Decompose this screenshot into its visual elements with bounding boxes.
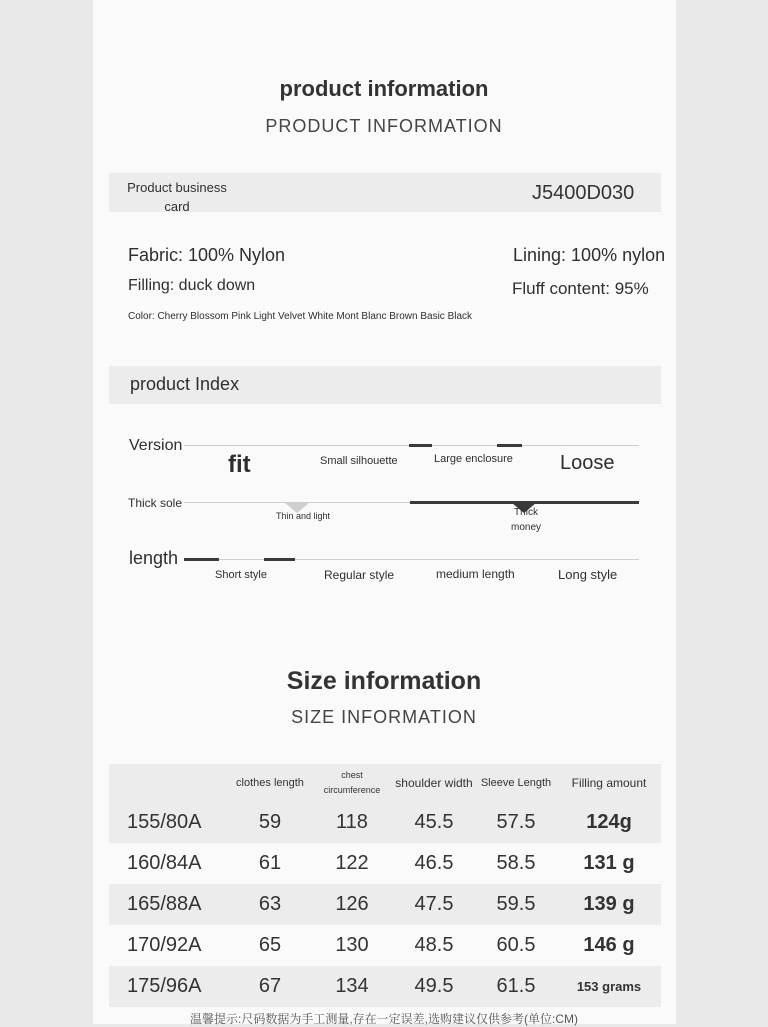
cell-chest: 122 (311, 843, 393, 884)
cell-filling: 131 g (557, 843, 661, 884)
version-option-loose: Loose (560, 452, 615, 474)
cell-chest: 130 (311, 925, 393, 966)
header-shoulder: shoulder width (393, 764, 475, 802)
cell-length: 67 (229, 966, 311, 1007)
cell-sleeve: 60.5 (475, 925, 557, 966)
cell-length: 65 (229, 925, 311, 966)
cell-sleeve: 61.5 (475, 966, 557, 1007)
version-marker-left (409, 444, 432, 447)
version-option-small: Small silhouette (320, 455, 398, 467)
length-label: length (129, 548, 179, 568)
cell-size: 175/96A (109, 966, 229, 1007)
cell-size: 165/88A (109, 884, 229, 925)
business-card-label: Product business card (127, 180, 227, 214)
header-chest: chest circumference (311, 764, 393, 802)
cell-shoulder: 47.5 (393, 884, 475, 925)
cell-size: 170/92A (109, 925, 229, 966)
fabric-text: Fabric: 100% Nylon (128, 245, 286, 265)
header-sleeve: Sleeve Length (475, 764, 557, 802)
cell-length: 59 (229, 802, 311, 843)
length-option-long: Long style (558, 567, 618, 582)
product-info-subtitle: PRODUCT INFORMATION (265, 116, 503, 136)
length-marker-left (184, 558, 219, 561)
cell-shoulder: 49.5 (393, 966, 475, 1007)
filling-text: Filling: duck down (128, 277, 256, 294)
length-option-regular: Regular style (324, 568, 395, 582)
cell-shoulder: 45.5 (393, 802, 475, 843)
cell-length: 63 (229, 884, 311, 925)
cell-chest: 134 (311, 966, 393, 1007)
product-code: J5400D030 (532, 182, 635, 204)
cell-length: 61 (229, 843, 311, 884)
length-scale-line (184, 559, 639, 560)
version-option-fit: fit (228, 451, 251, 478)
fluff-text: Fluff content: 95% (512, 279, 649, 298)
version-label: Version (129, 437, 183, 454)
table-row (109, 843, 661, 884)
cell-filling: 146 g (557, 925, 661, 966)
header-filling: Filling amount (557, 764, 661, 802)
size-table-header (109, 764, 661, 802)
header-clothes-length: clothes length (229, 764, 311, 802)
version-marker-right (497, 444, 522, 447)
measurement-note: 温馨提示:尺码数据为手工测量,存在一定误差,选购建议仅供参考(单位:CM) (190, 1012, 578, 1026)
table-row (109, 925, 661, 966)
table-row (109, 802, 661, 843)
sole-option-thin: Thin and light (276, 511, 331, 521)
length-option-medium: medium length (436, 567, 515, 581)
cell-filling: 124g (557, 802, 661, 843)
size-info-subtitle: SIZE INFORMATION (291, 707, 477, 727)
cell-sleeve: 59.5 (475, 884, 557, 925)
sole-option-thick: Thick money (511, 507, 542, 533)
cell-shoulder: 48.5 (393, 925, 475, 966)
cell-sleeve: 57.5 (475, 802, 557, 843)
size-info-title: Size information (286, 667, 482, 695)
cell-sleeve: 58.5 (475, 843, 557, 884)
sole-label: Thick sole (128, 496, 183, 510)
length-marker-right (264, 558, 295, 561)
product-info-title: product information (279, 76, 489, 101)
color-text: Color: Cherry Blossom Pink Light Velvet White Mont Blanc Brown Basic Black (128, 311, 473, 322)
cell-shoulder: 46.5 (393, 843, 475, 884)
product-index-title: product Index (130, 374, 240, 394)
lining-text: Lining: 100% nylon (513, 245, 666, 265)
cell-size: 160/84A (109, 843, 229, 884)
table-row (109, 884, 661, 925)
header-size (109, 764, 229, 802)
cell-filling: 139 g (557, 884, 661, 925)
table-row (109, 966, 661, 1007)
length-option-short: Short style (215, 569, 267, 581)
cell-size: 155/80A (109, 802, 229, 843)
cell-filling: 153 grams (557, 966, 661, 1007)
version-option-large: Large enclosure (434, 453, 513, 465)
cell-chest: 126 (311, 884, 393, 925)
size-table (109, 764, 661, 1007)
cell-chest: 118 (311, 802, 393, 843)
